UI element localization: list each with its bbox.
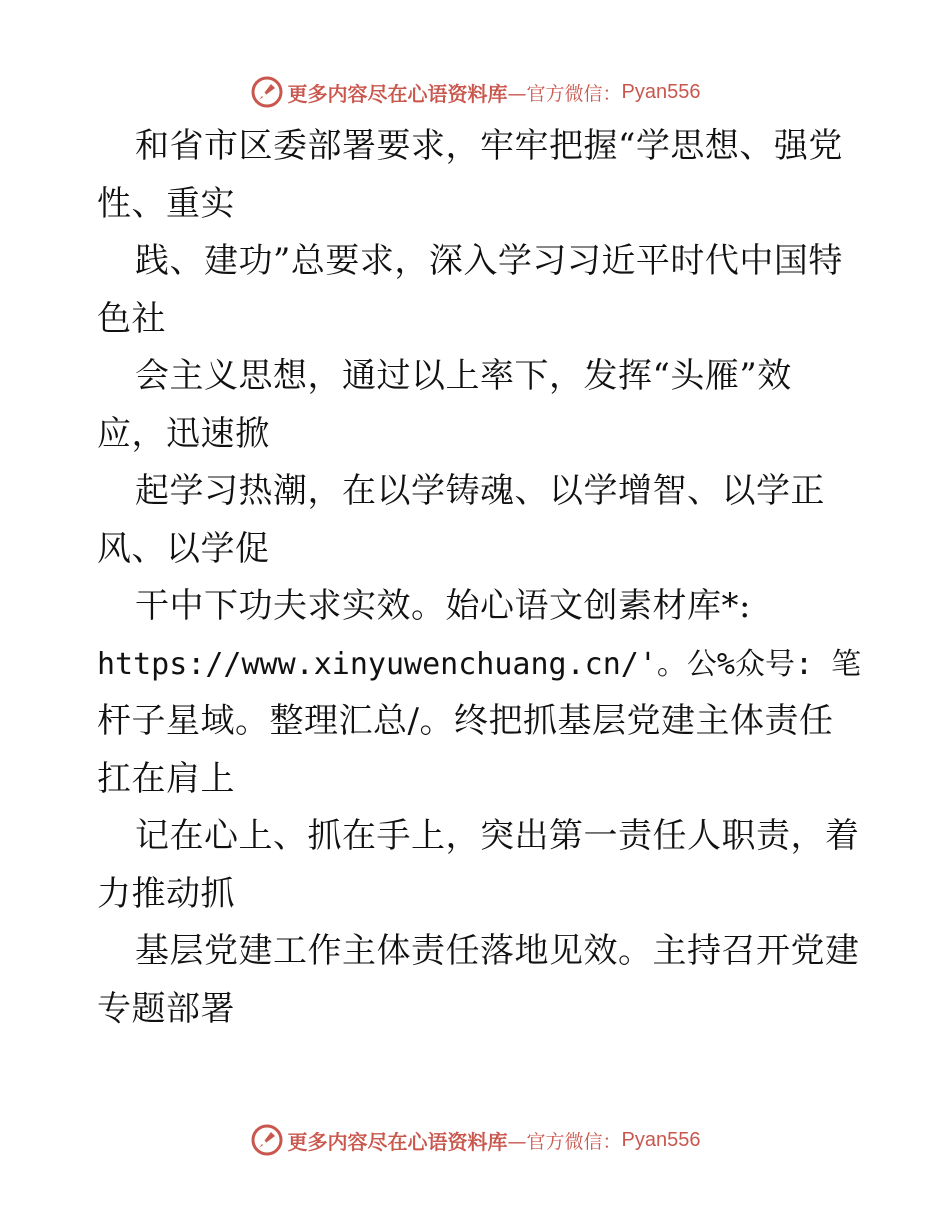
body-line: 色社: [97, 298, 166, 339]
body-line-url: https://www.xinyuwenchuang.cn/'。公%众号: 笔: [97, 646, 862, 682]
header-separator-text: —官方微信：: [507, 82, 622, 105]
header-wechat-id: Pyan556: [621, 80, 701, 103]
footer-separator-text: —官方微信：: [507, 1130, 622, 1153]
footer-brand-text: 更多内容尽在心语资料库: [287, 1129, 508, 1154]
body-line: 和省市区委部署要求，牢牢把握“学思想、强党: [135, 126, 843, 166]
body-line: 性、重实: [97, 183, 235, 224]
header-banner: [0, 72, 950, 112]
footer-wechat-id: Pyan556: [621, 1128, 701, 1151]
body-line: 基层党建工作主体责任落地见效。主持召开党建: [135, 931, 860, 971]
header-brand-text: 更多内容尽在心语资料库: [287, 81, 508, 106]
body-line: 起学习热潮，在以学铸魂、以学增智、以学正: [135, 471, 825, 511]
body-line: 干中下功夫求实效。始心语文创素材库*:: [135, 586, 751, 626]
body-line: 专题部署: [97, 988, 235, 1029]
pen-nib-logo-icon: [250, 1123, 284, 1157]
body-line: 会主义思想，通过以上率下，发挥“头雁”效: [135, 356, 792, 396]
body-line: 扛在肩上: [97, 758, 235, 799]
body-line: 应，迅速掀: [97, 413, 270, 454]
body-line: 践、建功”总要求，深入学习习近平时代中国特: [135, 241, 843, 281]
body-line: 记在心上、抓在手上，突出第一责任人职责，着: [135, 816, 860, 856]
footer-banner: [0, 1120, 950, 1160]
body-line: 杆子星域。整理汇总/。终把抓基层党建主体责任: [97, 701, 834, 741]
document-body: [97, 118, 867, 1038]
body-line: 力推动抓: [97, 873, 235, 914]
body-line: 风、以学促: [97, 528, 270, 569]
pen-nib-logo-icon: [250, 75, 284, 109]
